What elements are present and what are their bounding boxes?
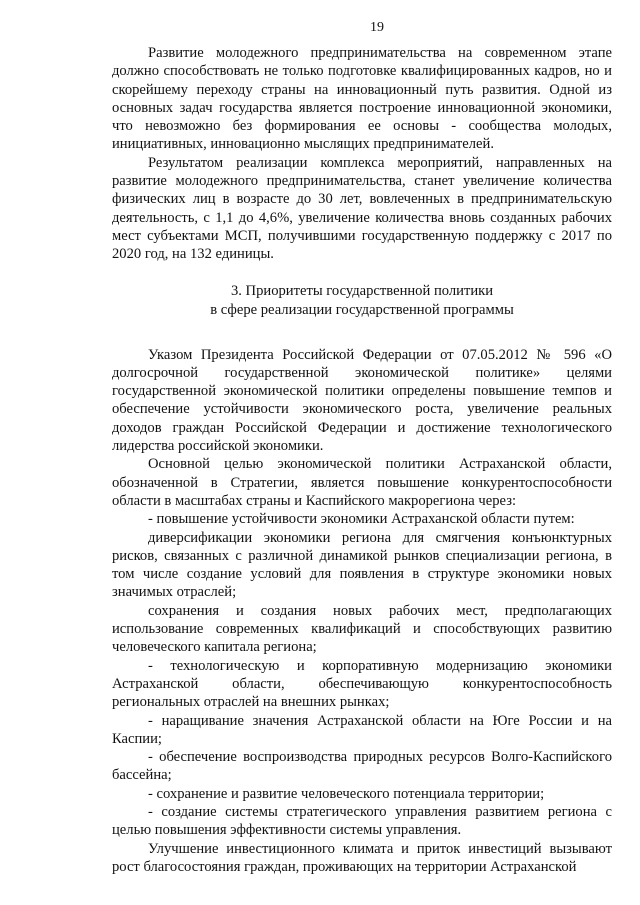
paragraph: Улучшение инвестиционного климата и приток инвестиций вызывают рост благосостояния граждан, проживающих на территории Астраханской <box>112 840 612 875</box>
section-heading-line: в сфере реализации государственной программы <box>210 301 514 318</box>
section-heading <box>112 282 612 320</box>
document-body <box>112 44 612 876</box>
page-number: 19 <box>370 20 384 35</box>
paragraph: Результатом реализации комплекса мероприятий, направленных на развитие молодежного предпринимательства, станет увеличение количества физических лиц в возрасте до 30 лет, вовлеченных в предпринимательскую деятельность, с 1,1 до 4,6%, увеличение количества вновь созданных рабочих мест субъектами МСП, получившими государственную поддержку с 2017 по 2020 год, на 132 единицы. <box>112 154 612 263</box>
section-heading-line: 3. Приоритеты государственной политики <box>230 282 494 299</box>
list-item: - технологическую и корпоративную модернизацию экономики Астраханской области, обеспечивающую конкурентоспособность региональных отраслей на внешних рынках; <box>112 657 612 711</box>
list-item: - создание системы стратегического управления развитием региона с целью повышения эффективности системы управления. <box>112 803 612 839</box>
list-item: - обеспечение воспроизводства природных ресурсов Волго-Каспийского бассейна; <box>112 749 612 784</box>
list-item: - сохранение и развитие человеческого потенциала территории; <box>148 785 545 802</box>
paragraph: сохранения и создания новых рабочих мест, предполагающих использование современных квалификаций и способствующих развитию человеческого капитала региона; <box>112 602 612 656</box>
list-item: - повышение устойчивости экономики Астраханской области путем: <box>148 511 575 528</box>
paragraph: диверсификации экономики региона для смягчения конъюнктурных рисков, связанных с различной динамикой рынков специализации региона, в том числе создание условий для появления в структуре экономики новых значимых отраслей; <box>112 529 612 601</box>
list-item: - наращивание значения Астраханской области на Юге России и на Каспии; <box>112 712 612 747</box>
paragraph: Основной целью экономической политики Астраханской области, обозначенной в Стратегии, является повышение конкурентоспособности области в масштабах страны и Каспийского макрорегиона через: <box>112 456 612 509</box>
paragraph: Развитие молодежного предпринимательства на современном этапе должно способствовать не только подготовке квалифицированных кадров, но и скорейшему переходу страны на инновационный путь развития. Одной из основных задач государства является построение инновационной экономики, что невозможно без формирования ее основы - сообщества молодых, инициативных, инновационно мыслящих предпринимателей. <box>112 45 612 153</box>
paragraph: Указом Президента Российской Федерации от 07.05.2012 № 596 «О долгосрочной государственной экономической политике» целями государственной экономической политики определены повышение темпов и обеспечение устойчивости экономического роста, увеличение реальных доходов граждан Российской Федерации и достижение технологического лидерства российской экономики. <box>112 346 612 455</box>
